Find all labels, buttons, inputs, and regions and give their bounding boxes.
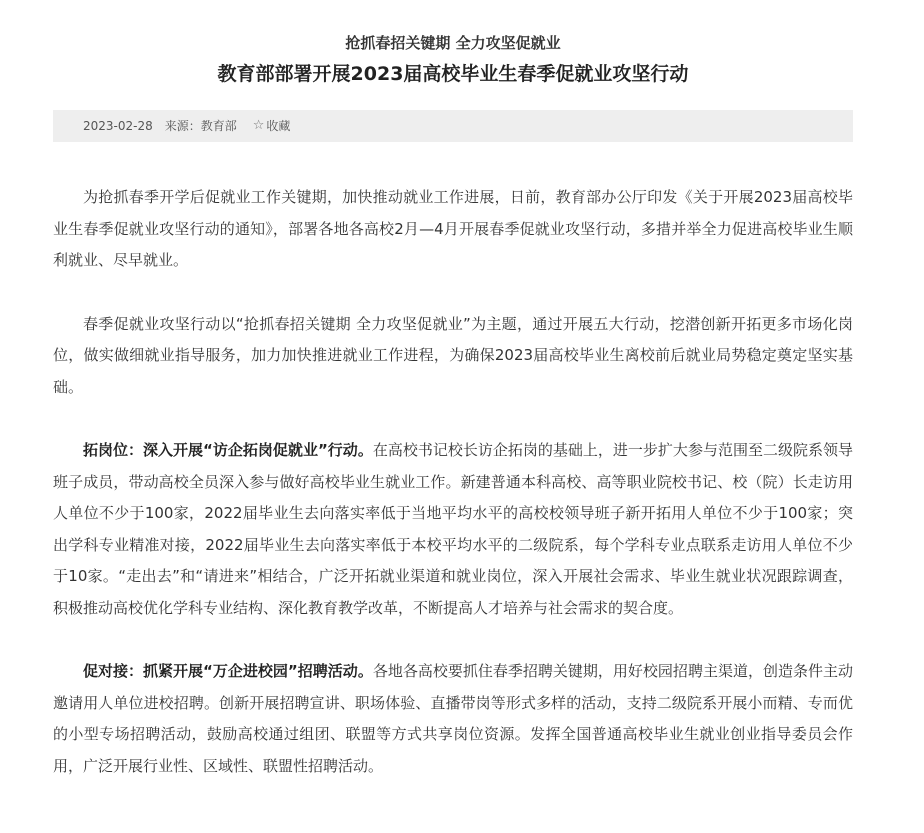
article-source: 来源：教育部 <box>164 119 237 133</box>
publish-date: 2023-02-28 <box>83 119 153 133</box>
article <box>53 0 853 814</box>
article-body <box>53 182 853 782</box>
article-paragraph <box>53 656 853 782</box>
paragraph-text: 春季促就业攻坚行动以“抢抓春招关键期 全力攻坚促就业”为主题，通过开展五大行动，挖潜创新开拓更多市场化岗位，做实做细就业指导服务，加力加快推进就业工作进程，为确保2023届高校毕业生离校前后就业局势稳定奠定坚实基础。 <box>53 314 853 396</box>
article-meta-bar <box>53 110 853 142</box>
article-paragraph <box>53 435 853 624</box>
article-title: 教育部部署开展2023届高校毕业生春季促就业攻坚行动 <box>217 63 689 85</box>
paragraph-text: 为抢抓春季开学后促就业工作关键期，加快推动就业工作进展，日前，教育部办公厅印发《关于开展2023届高校毕业生春季促就业攻坚行动的通知》，部署各地各高校2月—4月开展春季促就业攻坚行动，多措并举全力促进高校毕业生顺利就业、尽早就业。 <box>53 188 853 269</box>
article-paragraph <box>53 309 853 404</box>
paragraph-lead: 促对接：抓紧开展“万企进校园”招聘活动。 <box>83 662 373 680</box>
article-kicker: 抢抓春招关键期 全力攻坚促就业 <box>345 34 561 52</box>
paragraph-lead: 拓岗位：深入开展“访企拓岗促就业”行动。 <box>83 441 373 459</box>
paragraph-text: 各地各高校要抓住春季招聘关键期，用好校园招聘主渠道，创造条件主动邀请用人单位进校招聘。创新开展招聘宣讲、职场体验、直播带岗等形式多样的活动，支持二级院系开展小而精、专而优的小型专场招聘活动，鼓励高校通过组团、联盟等方式共享岗位资源。发挥全国普通高校毕业生就业创业指导委员会作用，广泛开展行业性、区域性、联盟性招聘活动。 <box>53 662 853 775</box>
paragraph-text: 在高校书记校长访企拓岗的基础上，进一步扩大参与范围至二级院系领导班子成员，带动高校全员深入参与做好高校毕业生就业工作。新建普通本科高校、高等职业院校书记、校（院）长走访用人单位不少于100家，2022届毕业生去向落实率低于当地平均水平的高校校领导班子新开拓用人单位不少于100家；突出学科专业精准对接，2022届毕业生去向落实率低于本校平均水平的二级院系，每个学科专业点联系走访用人单位不少于10家。“走出去”和“请进来”相结合，广泛开拓就业渠道和就业岗位，深入开展社会需求、毕业生就业状况跟踪调查，积极推动高校优化学科专业结构、深化教育教学改革，不断提高人才培养与社会需求的契合度。 <box>53 441 853 617</box>
star-outline-icon[interactable]: ☆ <box>252 118 265 133</box>
favorite-button[interactable]: 收藏 <box>266 119 291 133</box>
article-paragraph <box>53 182 853 277</box>
